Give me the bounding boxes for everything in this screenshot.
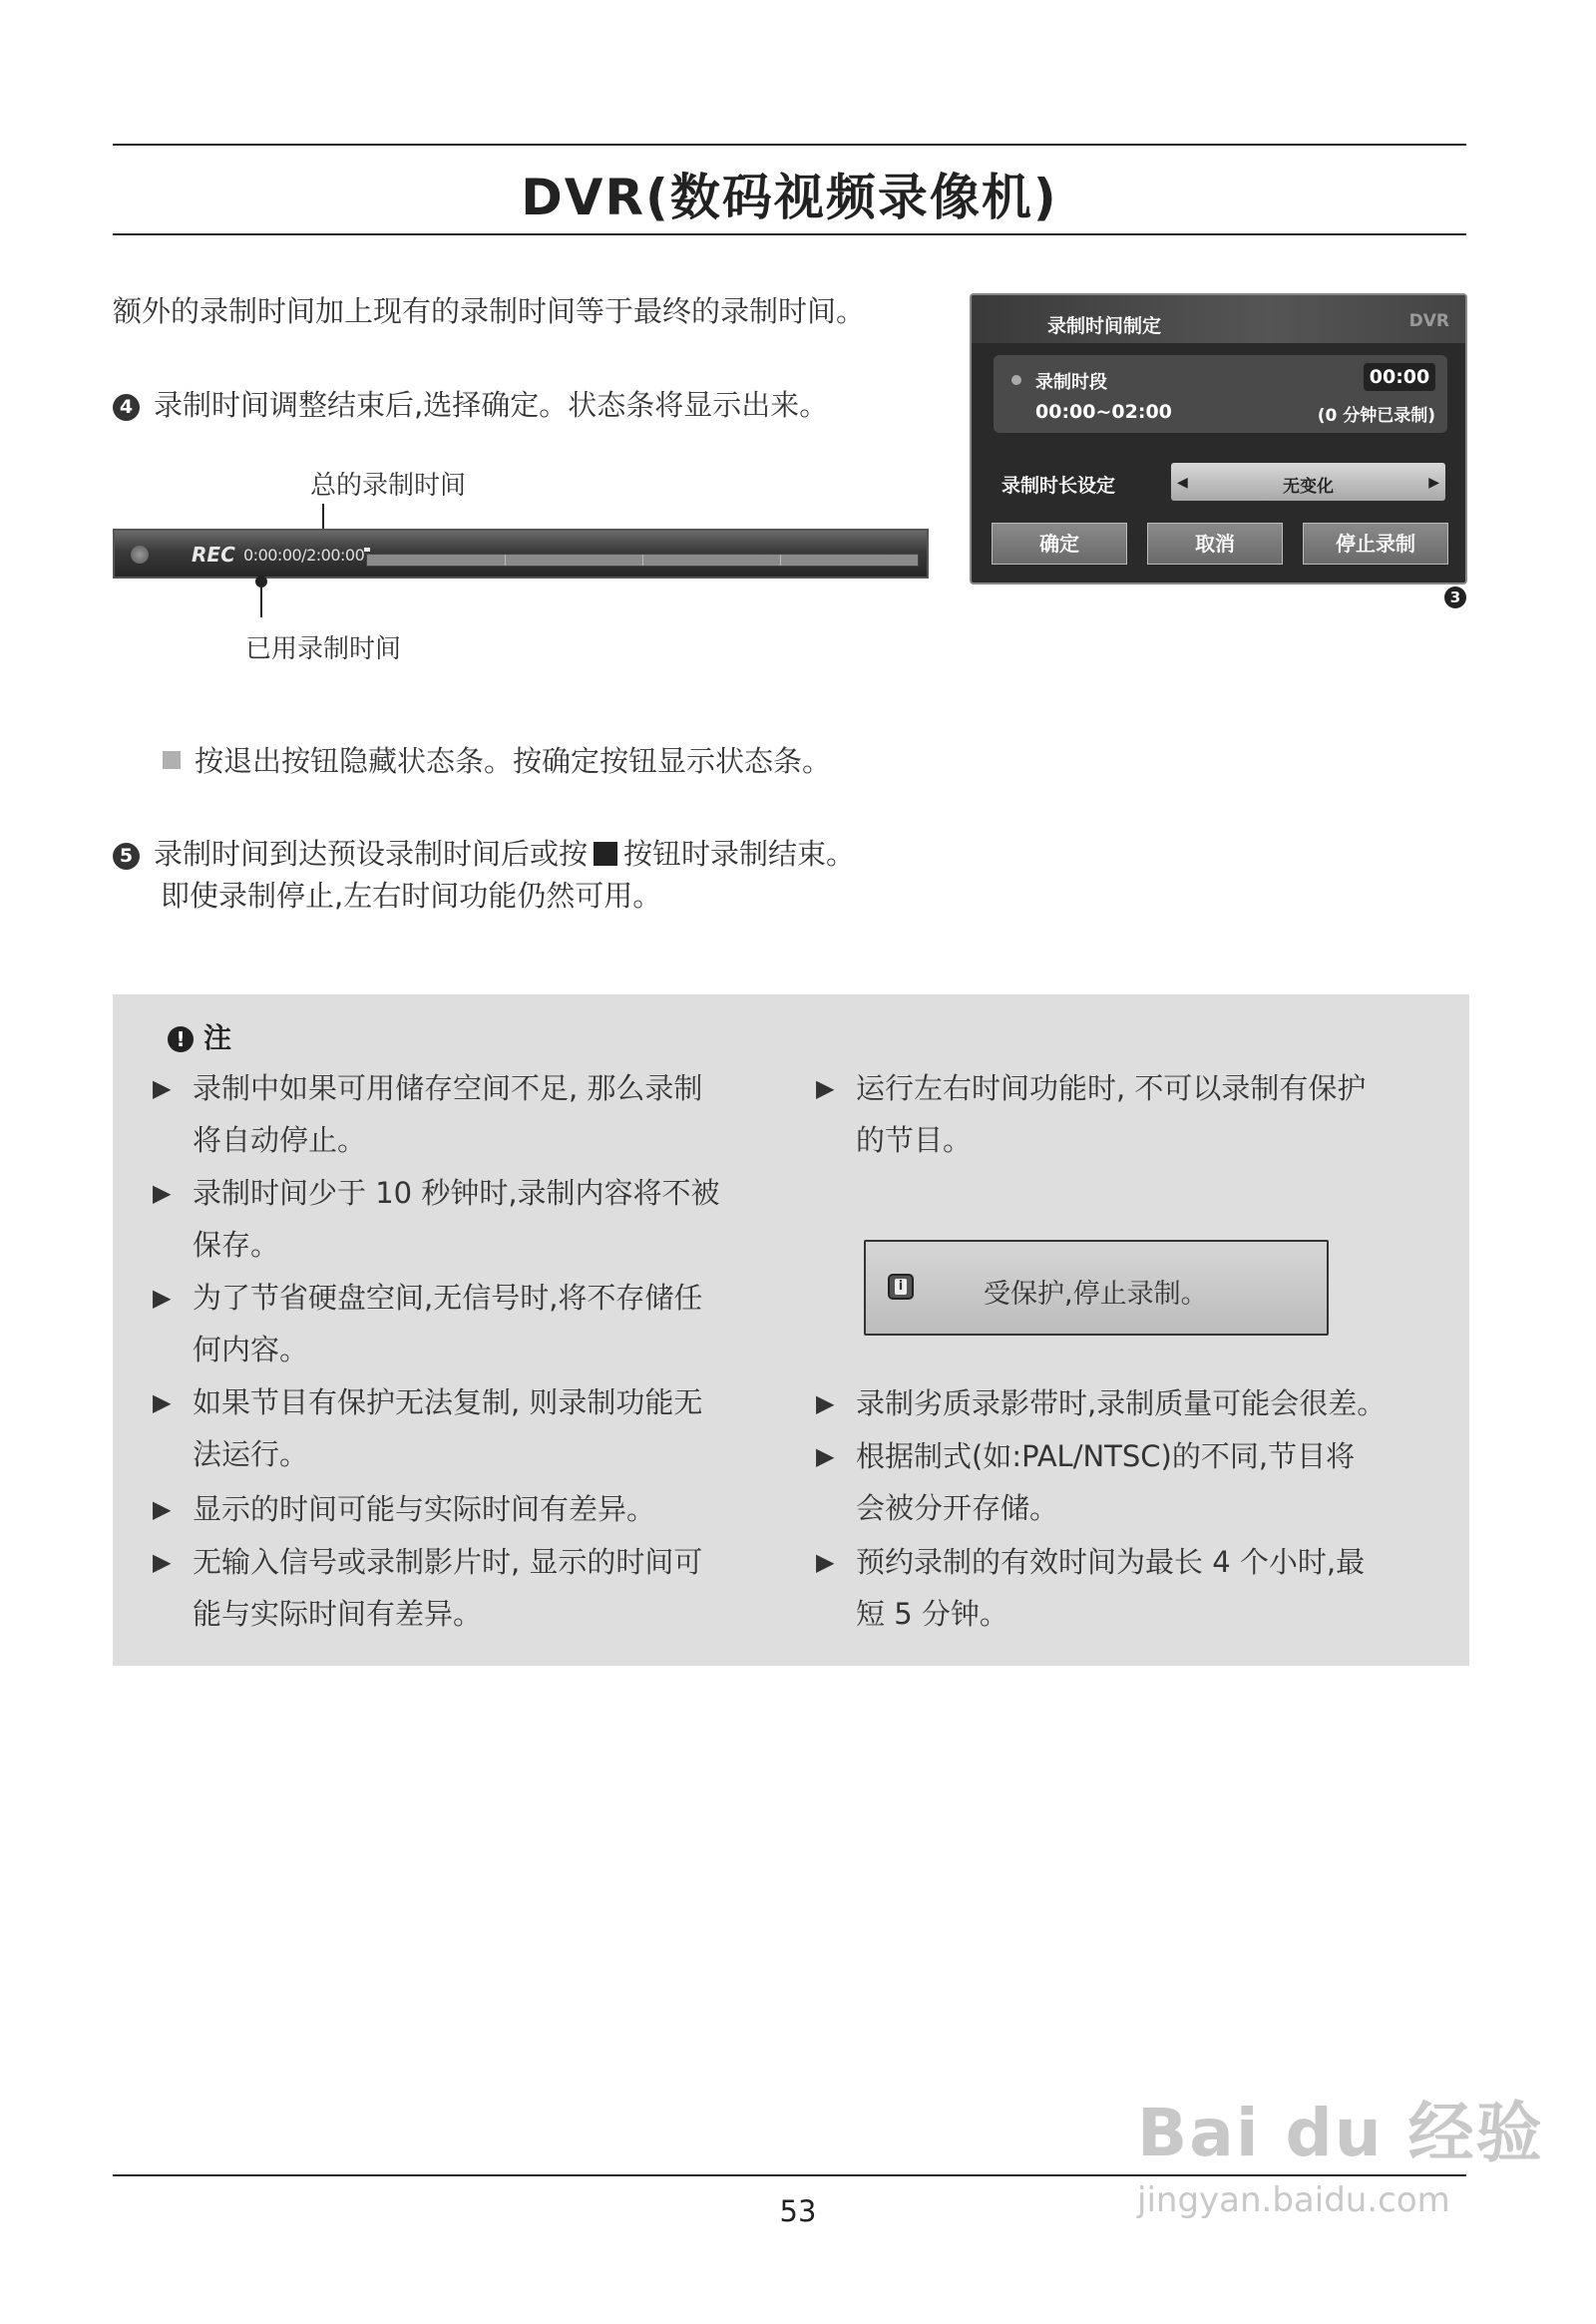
triangle-bullet-icon: ▶ bbox=[153, 1388, 172, 1416]
protected-message-box bbox=[864, 1240, 1329, 1336]
protected-message: 受保护,停止录制。 bbox=[984, 1279, 1208, 1310]
duration-panel bbox=[994, 355, 1447, 433]
bullet-icon bbox=[1011, 375, 1021, 385]
ok-button[interactable]: 确定 bbox=[992, 523, 1127, 565]
triangle-bullet-icon: ▶ bbox=[153, 1548, 172, 1576]
dialog-brand: DVR bbox=[1408, 311, 1449, 331]
track-tick bbox=[642, 555, 643, 566]
rec-label: REC bbox=[192, 543, 235, 567]
duration-label: 录制时段 bbox=[1035, 372, 1107, 393]
triangle-bullet-icon: ▶ bbox=[153, 1495, 172, 1523]
watermark-url: jingyan.baidu.com bbox=[1137, 2180, 1450, 2220]
stop-icon bbox=[594, 842, 617, 866]
label-used-time: 已用录制时间 bbox=[245, 634, 402, 664]
label-total-time: 总的录制时间 bbox=[310, 471, 467, 501]
watermark-logo: Bai du 经验 bbox=[1137, 2095, 1544, 2171]
step-4-number: 4 bbox=[113, 394, 140, 421]
step-4-text: 录制时间调整结束后,选择确定。状态条将显示出来。 bbox=[154, 388, 829, 422]
arrow-left-icon[interactable]: ◀ bbox=[1177, 475, 1188, 491]
record-time-dialog bbox=[970, 293, 1467, 584]
recorded-minutes: (0 分钟已录制) bbox=[1317, 406, 1435, 426]
page-title: DVR(数码视频录像机) bbox=[521, 169, 1058, 226]
length-label: 录制时长设定 bbox=[1001, 475, 1116, 497]
step-5-text-a: 录制时间到达预设录制时间后或按 bbox=[154, 837, 589, 871]
square-bullet-icon bbox=[163, 751, 181, 769]
progress-track bbox=[366, 554, 919, 567]
step-4 bbox=[113, 383, 828, 424]
note-heading bbox=[168, 1016, 231, 1056]
triangle-bullet-icon: ▶ bbox=[816, 1548, 835, 1576]
track-tick bbox=[505, 555, 506, 566]
intro-text: 额外的录制时间加上现有的录制时间等于最终的录制时间。 bbox=[113, 294, 866, 328]
length-selector[interactable] bbox=[1171, 463, 1445, 501]
title-rule bbox=[113, 233, 1466, 235]
triangle-bullet-icon: ▶ bbox=[816, 1074, 835, 1102]
record-dot-icon bbox=[131, 546, 149, 564]
triangle-bullet-icon: ▶ bbox=[153, 1284, 172, 1312]
leader-used bbox=[260, 583, 262, 617]
hint-line bbox=[163, 739, 831, 780]
rec-status-bar bbox=[113, 529, 929, 579]
length-value: 无变化 bbox=[1283, 477, 1334, 497]
duration-value[interactable]: 00:00 bbox=[1364, 363, 1435, 391]
dialog-header bbox=[972, 295, 1465, 343]
top-rule bbox=[113, 144, 1466, 146]
step-5 bbox=[113, 832, 855, 873]
hint-text: 按退出按钮隐藏状态条。按确定按钮显示状态条。 bbox=[195, 744, 832, 778]
track-tick bbox=[780, 555, 781, 566]
figure-badge: 3 bbox=[1444, 586, 1466, 608]
progress-marker bbox=[364, 548, 370, 552]
note-box: ! 注 ▶ 录制中如果可用储存空间不足, 那么录制 将自动停止。 ▶ 录制时间少于 10 秒钟时,录制内容将不被 保存。 ▶ 为了节省硬盘空间,无信号时,将不存储任 何内容。 ▶ 如果节目有保护无法复制, 则录制功能无 法运行。 ▶ 显示的时间可能与实际时间有差异。 ▶ 无输入信号或录制影片时, 显示的时间可 能与实际时间有差异。 ▶ 运行左右时间功能时, 不可以录制有保护 的节目。 i 受保护,停止录制。 ▶ 录制劣质录影带时,录制质量可能会很差。 ▶ 根据制式(如:PAL/NTSC)的不同,节目将 会被分开存储。 ▶ 预约录制的有效时间为最长 4 个小时,最 短 5 分钟。 bbox=[113, 994, 1469, 1666]
duration-range: 00:00~02:00 bbox=[1035, 401, 1172, 423]
rec-time: 0:00:00/2:00:00 bbox=[243, 546, 365, 565]
watermark bbox=[1137, 2080, 1544, 2220]
dialog-title: 录制时间制定 bbox=[1047, 315, 1162, 337]
triangle-bullet-icon: ▶ bbox=[153, 1179, 172, 1207]
info-icon: i bbox=[888, 1274, 914, 1300]
step-5-number: 5 bbox=[113, 843, 140, 870]
triangle-bullet-icon: ▶ bbox=[153, 1074, 172, 1102]
step-5-text-b: 按钮时录制结束。 bbox=[623, 837, 856, 871]
triangle-bullet-icon: ▶ bbox=[816, 1442, 835, 1470]
cancel-button[interactable]: 取消 bbox=[1147, 523, 1283, 565]
note-heading-text: 注 bbox=[203, 1021, 232, 1054]
triangle-bullet-icon: ▶ bbox=[816, 1389, 835, 1417]
stop-record-button[interactable]: 停止录制 bbox=[1303, 523, 1448, 565]
page-number: 53 bbox=[779, 2194, 817, 2228]
exclamation-icon: ! bbox=[168, 1026, 194, 1052]
step-5-line2: 即使录制停止,左右时间功能仍然可用。 bbox=[161, 879, 662, 913]
arrow-right-icon[interactable]: ▶ bbox=[1428, 475, 1439, 491]
